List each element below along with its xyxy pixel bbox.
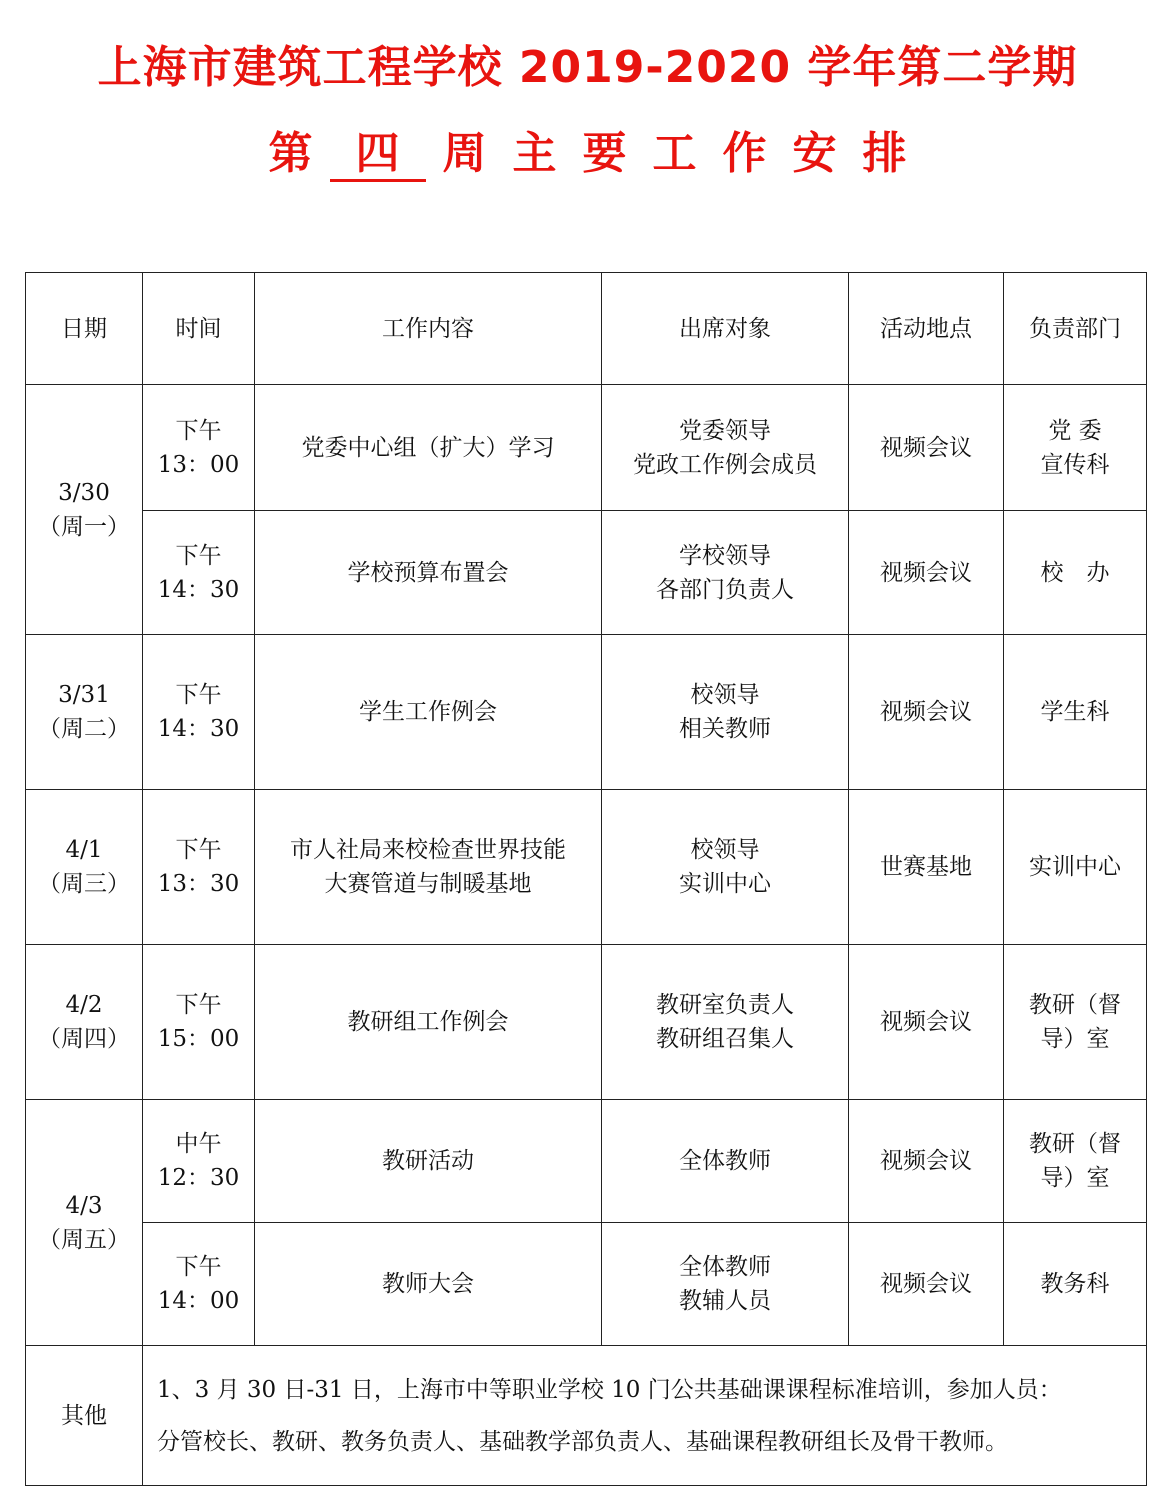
dept-cell-line: 导）室 [1040, 1026, 1110, 1052]
attendees-cell-line: 学校领导 [679, 542, 771, 569]
column-header: 日期 [26, 273, 143, 385]
date-cell-line: （周三） [38, 871, 130, 897]
attendees-cell-line: 相关教师 [679, 716, 771, 742]
time-cell [143, 945, 255, 1100]
dept-cell [1004, 945, 1147, 1100]
content-cell [255, 790, 602, 945]
time-cell-line: 13：00 [157, 451, 240, 478]
location-cell [849, 945, 1004, 1100]
location-cell [849, 1223, 1004, 1346]
location-cell-line: 视频会议 [880, 434, 972, 461]
attendees-cell-line: 实训中心 [679, 871, 771, 897]
column-header: 负责部门 [1004, 273, 1147, 385]
table-row [26, 790, 1147, 945]
other-row [26, 1346, 1147, 1486]
date-cell-line: （周一） [38, 513, 130, 540]
location-cell-line: 世赛基地 [880, 854, 972, 880]
time-cell-line: 下午 [175, 992, 222, 1018]
time-cell-line: 12：30 [157, 1165, 240, 1191]
attendees-cell-line: 各部门负责人 [656, 576, 794, 603]
table-row [26, 385, 1147, 511]
date-cell-line: 4/2 [65, 992, 103, 1018]
time-cell [143, 635, 255, 790]
date-cell [26, 385, 143, 635]
location-cell [849, 1100, 1004, 1223]
content-cell-line: 教师大会 [382, 1271, 474, 1297]
attendees-cell [602, 945, 849, 1100]
time-cell-line: 中午 [175, 1131, 222, 1157]
column-header: 时间 [143, 273, 255, 385]
location-cell [849, 635, 1004, 790]
content-cell-line: 教研活动 [382, 1148, 474, 1174]
dept-cell-line: 导）室 [1040, 1165, 1110, 1191]
date-cell [26, 945, 143, 1100]
subtitle-char: 作 [722, 128, 767, 179]
location-cell [849, 790, 1004, 945]
date-cell [26, 635, 143, 790]
schedule-table [25, 272, 1147, 1486]
content-cell [255, 1223, 602, 1346]
date-cell [26, 790, 143, 945]
date-cell-line: （周五） [38, 1226, 130, 1253]
date-cell-line: 4/1 [65, 837, 103, 863]
content-cell-line: 学校预算布置会 [347, 559, 509, 586]
location-cell-line: 视频会议 [880, 699, 972, 725]
content-cell-line: 党委中心组（扩大）学习 [301, 434, 555, 461]
column-header: 活动地点 [849, 273, 1004, 385]
attendees-cell-line: 教研室负责人 [656, 992, 794, 1018]
dept-cell-line: 教务科 [1040, 1271, 1110, 1297]
time-cell-line: 下午 [175, 417, 222, 444]
table-row [26, 511, 1147, 635]
subtitle-char: 要 [582, 128, 627, 179]
time-cell-line: 14：30 [157, 716, 240, 742]
column-header: 工作内容 [255, 273, 602, 385]
date-cell-line: （周二） [38, 716, 130, 742]
attendees-cell [602, 635, 849, 790]
attendees-cell-line: 校领导 [690, 837, 760, 863]
other-note-line: 分管校长、教研、教务负责人、基础教学部负责人、基础课程教研组长及骨干教师。 [157, 1428, 1008, 1455]
content-cell [255, 635, 602, 790]
attendees-cell-line: 教辅人员 [679, 1288, 771, 1314]
content-cell-line: 教研组工作例会 [347, 1009, 509, 1035]
time-cell-line: 14：00 [157, 1288, 240, 1314]
document-title: 上海市建筑工程学校 2019-2020 学年第二学期 [97, 42, 1078, 93]
week-number: 四 [330, 129, 426, 182]
subtitle-prefix: 第 [268, 128, 313, 179]
other-notes [143, 1346, 1147, 1486]
dept-cell [1004, 1223, 1147, 1346]
time-cell-line: 下午 [175, 682, 222, 708]
location-cell-line: 视频会议 [880, 1271, 972, 1297]
dept-cell-line: 学生科 [1040, 699, 1110, 725]
attendees-cell [602, 1100, 849, 1223]
table-row [26, 1223, 1147, 1346]
time-cell [143, 790, 255, 945]
time-cell-line: 下午 [175, 837, 222, 863]
content-cell-line: 学生工作例会 [359, 699, 497, 725]
table-row [26, 1100, 1147, 1223]
table-row [26, 945, 1147, 1100]
subtitle-char: 主 [512, 128, 557, 179]
dept-cell-line: 教研（督 [1029, 1131, 1121, 1157]
attendees-cell [602, 790, 849, 945]
attendees-cell-line: 校领导 [690, 682, 760, 708]
dept-cell [1004, 635, 1147, 790]
other-label: 其他 [26, 1346, 143, 1486]
time-cell-line: 15：00 [157, 1026, 240, 1052]
location-cell-line: 视频会议 [880, 559, 972, 586]
attendees-cell-line: 党委领导 [679, 417, 771, 444]
location-cell-line: 视频会议 [880, 1148, 972, 1174]
content-cell [255, 385, 602, 511]
table-row [26, 635, 1147, 790]
date-cell-line: 3/31 [58, 682, 110, 708]
content-cell [255, 1100, 602, 1223]
location-cell [849, 511, 1004, 635]
time-cell [143, 511, 255, 635]
dept-cell-line: 宣传科 [1040, 451, 1110, 478]
time-cell [143, 385, 255, 511]
header-row [26, 273, 1147, 385]
other-note-line: 1、3 月 30 日-31 日，上海市中等职业学校 10 门公共基础课课程标准培训，参加人员： [157, 1376, 1062, 1403]
location-cell [849, 385, 1004, 511]
date-cell [26, 1100, 143, 1346]
time-cell-line: 下午 [175, 542, 222, 569]
content-cell [255, 945, 602, 1100]
content-cell [255, 511, 602, 635]
subtitle-char: 工 [652, 128, 697, 179]
time-cell-line: 下午 [175, 1254, 222, 1280]
content-cell-line: 大赛管道与制暖基地 [324, 871, 532, 897]
attendees-cell-line: 全体教师 [679, 1254, 771, 1280]
attendees-cell [602, 511, 849, 635]
date-cell-line: 4/3 [65, 1192, 103, 1219]
attendees-cell [602, 385, 849, 511]
dept-cell-line: 教研（督 [1029, 992, 1121, 1018]
subtitle-char: 排 [862, 128, 907, 179]
document-subtitle [0, 124, 1175, 184]
location-cell-line: 视频会议 [880, 1009, 972, 1035]
time-cell [143, 1223, 255, 1346]
time-cell-line: 13：30 [157, 871, 240, 897]
attendees-cell [602, 1223, 849, 1346]
subtitle-char: 周 [442, 128, 487, 179]
time-cell-line: 14：30 [157, 576, 240, 603]
attendees-cell-line: 全体教师 [679, 1148, 771, 1174]
attendees-cell-line: 党政工作例会成员 [633, 451, 817, 478]
subtitle-char: 安 [792, 128, 837, 179]
dept-cell-line: 实训中心 [1029, 854, 1121, 880]
content-cell-line: 市人社局来校检查世界技能 [290, 837, 566, 863]
dept-cell [1004, 511, 1147, 635]
attendees-cell-line: 教研组召集人 [656, 1026, 794, 1052]
date-cell-line: （周四） [38, 1026, 130, 1052]
date-cell-line: 3/30 [58, 479, 110, 506]
dept-cell [1004, 790, 1147, 945]
dept-cell [1004, 385, 1147, 511]
column-header: 出席对象 [602, 273, 849, 385]
dept-cell-line: 党 委 [1048, 417, 1102, 444]
time-cell [143, 1100, 255, 1223]
dept-cell-line: 校 办 [1040, 559, 1110, 586]
dept-cell [1004, 1100, 1147, 1223]
